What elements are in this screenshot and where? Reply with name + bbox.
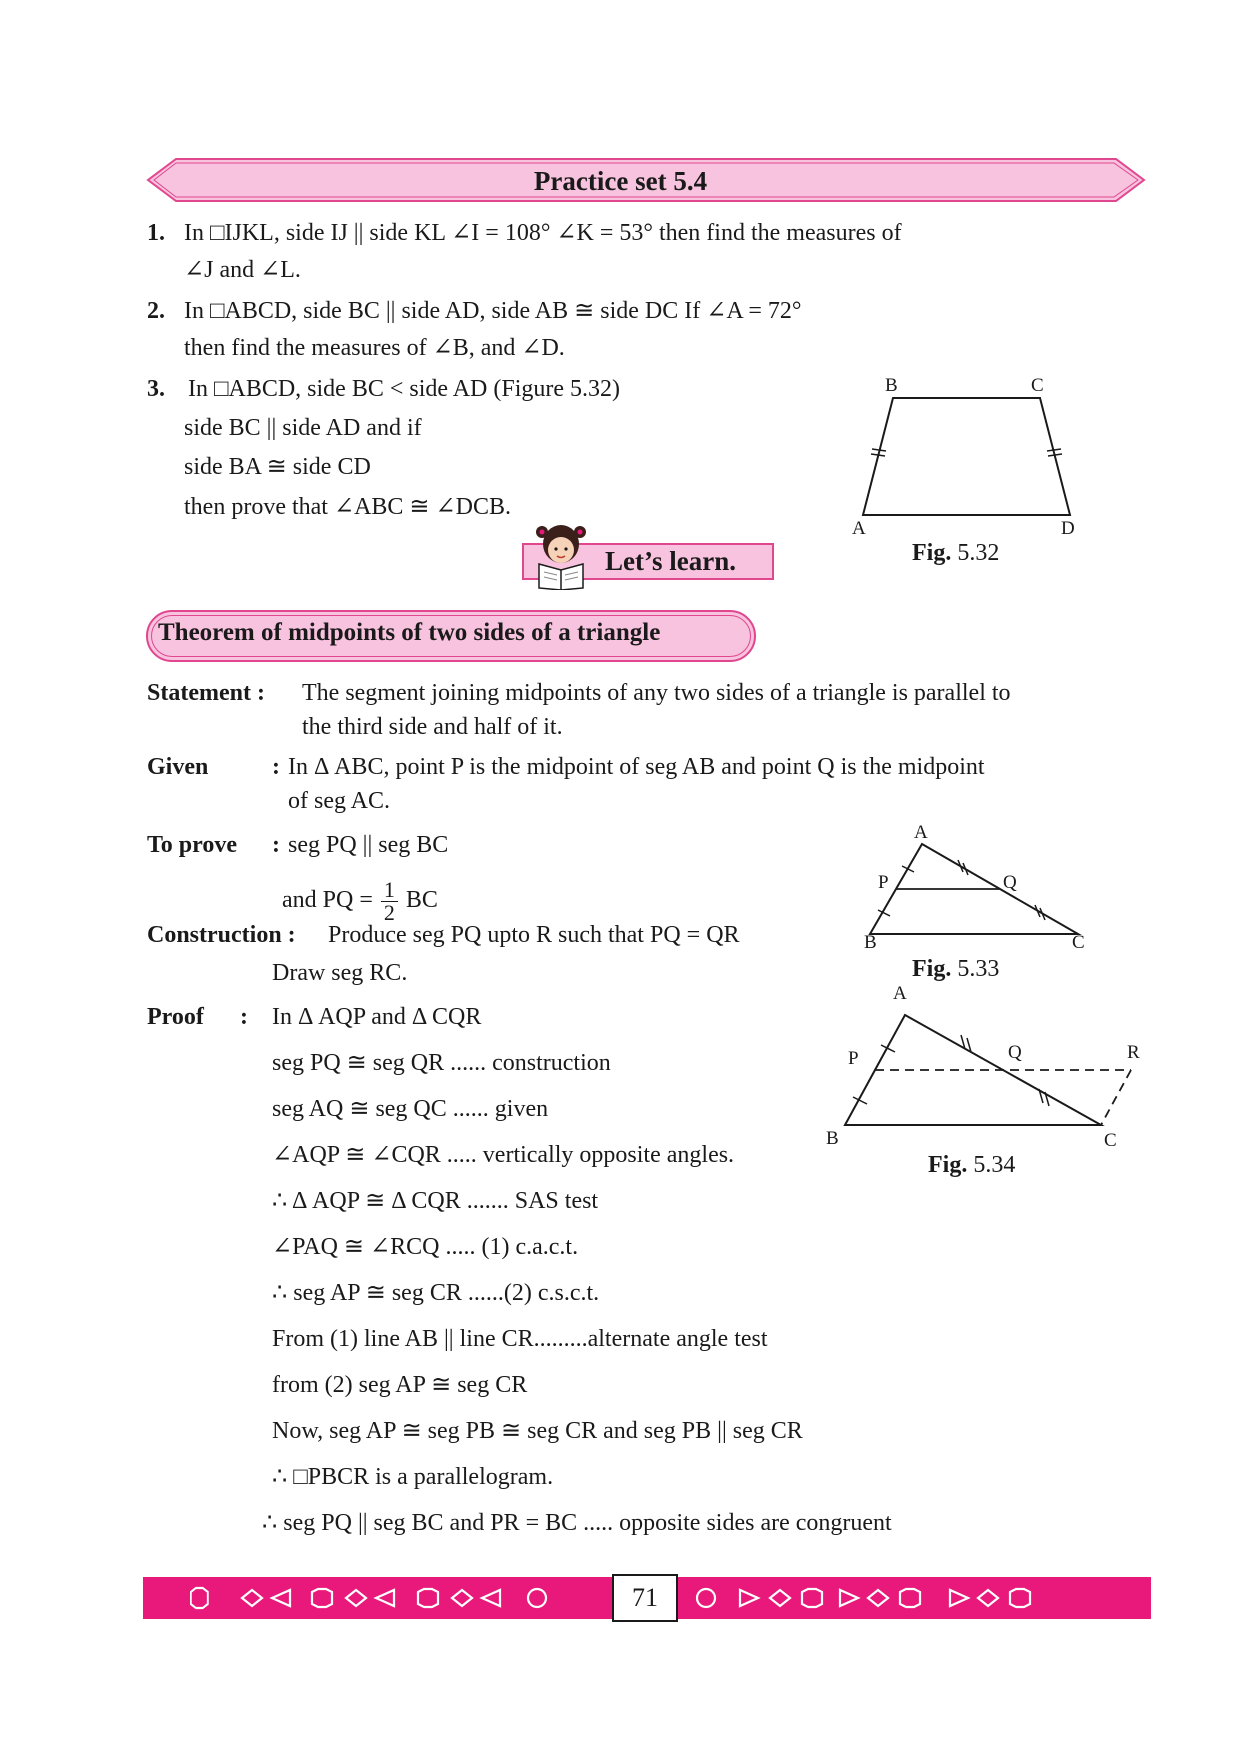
fig534-label-r: R: [1127, 1042, 1140, 1063]
proof-colon: :: [240, 1004, 248, 1030]
question-2-line-1: In □ABCD, side BC || side AD, side AB ≅ side DC If ∠A = 72°: [184, 298, 802, 324]
fig532-caption: Fig. 5.32: [912, 540, 1000, 566]
fig534-label-p: P: [848, 1048, 859, 1069]
girl-reading-icon: [527, 520, 595, 590]
to-prove-line-2: and PQ = $\frac{1}{2}$ BC: [282, 876, 438, 925]
proof-line-12: ∴ seg PQ || seg BC and PR = BC ..... opposite sides are congruent: [262, 1510, 892, 1536]
proof-line-11: ∴ □PBCR is a parallelogram.: [272, 1464, 554, 1490]
proof-line-5: ∴ Δ AQP ≅ Δ CQR ....... SAS test: [272, 1188, 599, 1214]
proof-line-1: In Δ AQP and Δ CQR: [272, 1004, 482, 1030]
question-2-line-2: then find the measures of ∠B, and ∠D.: [184, 335, 565, 361]
question-3-line-3: side BA ≅ side CD: [184, 454, 371, 480]
statement-line-1: The segment joining midpoints of any two sides of a triangle is parallel to: [302, 680, 1011, 706]
fig534-label-c: C: [1104, 1130, 1117, 1151]
question-3-number: 3.: [147, 376, 165, 402]
proof-line-4: ∠AQP ≅ ∠CQR ..... vertically opposite angles.: [272, 1142, 735, 1168]
figure-5-34-parallelogram: [835, 1005, 1145, 1140]
fig533-label-c: C: [1072, 932, 1085, 953]
lets-learn-heading: Let’s learn.: [605, 546, 736, 576]
fig533-caption: Fig. 5.33: [912, 956, 1000, 982]
given-line-1: In Δ ABC, point P is the midpoint of seg AB and point Q is the midpoint: [288, 754, 985, 780]
question-1-number: 1.: [147, 220, 165, 246]
proof-line-8: From (1) line AB || line CR.........alternate angle test: [272, 1326, 768, 1352]
construction-line-1: Produce seg PQ upto R such that PQ = QR: [328, 922, 740, 948]
page-number: 71: [612, 1574, 678, 1622]
fig534-label-a: A: [893, 983, 907, 1004]
proof-label: Proof: [147, 1004, 204, 1030]
figure-5-32-trapezium: [860, 395, 1080, 520]
to-prove-line-1: seg PQ || seg BC: [288, 832, 449, 858]
to-prove-label: To prove: [147, 832, 238, 858]
fig533-label-p: P: [878, 872, 889, 893]
proof-line-9: from (2) seg AP ≅ seg CR: [272, 1372, 528, 1398]
footer-right-shapes: [690, 1582, 1110, 1614]
fig534-label-b: B: [826, 1128, 839, 1149]
question-2-number: 2.: [147, 298, 165, 324]
question-3-line-4: then prove that ∠ABC ≅ ∠DCB.: [184, 494, 511, 520]
fig533-label-q: Q: [1003, 872, 1017, 893]
proof-line-6: ∠PAQ ≅ ∠RCQ ..... (1) c.a.c.t.: [272, 1234, 579, 1260]
question-3-line-1: In □ABCD, side BC < side AD (Figure 5.32): [188, 376, 621, 402]
question-1-line-2: ∠J and ∠L.: [184, 257, 301, 283]
practice-title: Practice set 5.4: [533, 166, 708, 196]
construction-label: Construction :: [147, 922, 296, 948]
fig534-label-q: Q: [1008, 1042, 1022, 1063]
fig533-label-a: A: [914, 822, 928, 843]
construction-line-2: Draw seg RC.: [272, 960, 408, 986]
figure-5-33-triangle: [860, 830, 1090, 940]
given-line-2: of seg AC.: [288, 788, 390, 814]
question-1-line-1: In □IJKL, side IJ || side KL ∠I = 108° ∠K = 53° then find the measures of: [184, 220, 902, 246]
fig534-caption: Fig. 5.34: [928, 1152, 1016, 1178]
question-3-line-2: side BC || side AD and if: [184, 415, 422, 441]
proof-line-10: Now, seg AP ≅ seg PB ≅ seg CR and seg PB || seg CR: [272, 1418, 803, 1444]
fig532-label-a: A: [852, 518, 866, 539]
statement-line-2: the third side and half of it.: [302, 714, 563, 740]
fig532-label-b: B: [885, 375, 898, 396]
to-prove-colon: :: [272, 832, 280, 858]
fig532-label-c: C: [1031, 375, 1044, 396]
proof-line-3: seg AQ ≅ seg QC ...... given: [272, 1096, 549, 1122]
proof-line-7: ∴ seg AP ≅ seg CR ......(2) c.s.c.t.: [272, 1280, 600, 1306]
fig533-label-b: B: [864, 932, 877, 953]
theorem-title: Theorem of midpoints of two sides of a triangle: [158, 619, 661, 646]
given-colon: :: [272, 754, 280, 780]
proof-line-2: seg PQ ≅ seg QR ...... construction: [272, 1050, 611, 1076]
fig532-label-d: D: [1061, 518, 1075, 539]
given-label: Given: [147, 754, 209, 780]
footer-left-shapes: [190, 1582, 600, 1614]
statement-label: Statement :: [147, 680, 265, 706]
